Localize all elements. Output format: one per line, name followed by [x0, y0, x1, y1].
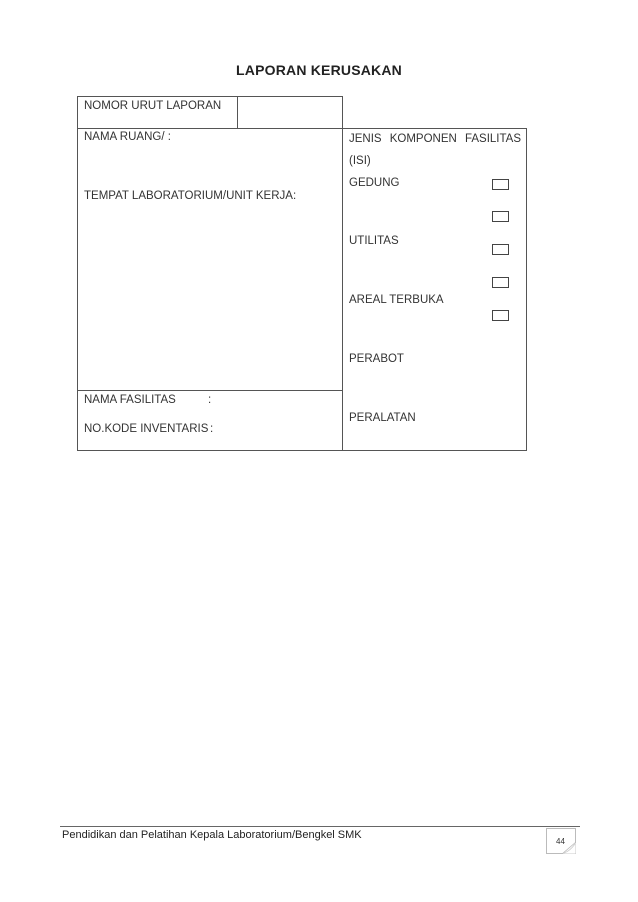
footer-divider [60, 826, 580, 827]
footer-text: Pendidikan dan Pelatihan Kepala Laboratorium/Bengkel SMK [62, 829, 362, 841]
form-bottom-border [77, 450, 527, 451]
nama-fasilitas-colon: : [208, 394, 212, 406]
page-number: 44 [556, 837, 565, 846]
nomor-urut-divider [237, 96, 238, 128]
jenis-item-utilitas: UTILITAS [349, 235, 399, 247]
kode-inventaris-colon: : [210, 423, 214, 435]
checkbox-4[interactable] [492, 277, 509, 288]
page-curl-icon [562, 842, 576, 854]
nama-fasilitas-label: NAMA FASILITAS [84, 394, 176, 406]
left-box-row1-border [77, 128, 342, 129]
jenis-heading [349, 128, 521, 172]
jenis-item-peralatan: PERALATAN [349, 412, 416, 424]
jenis-item-gedung: GEDUNG [349, 177, 400, 189]
checkbox-1[interactable] [492, 179, 509, 190]
jenis-heading-isi: (ISI) [349, 155, 371, 167]
nomor-urut-label: NOMOR URUT LAPORAN [84, 100, 222, 112]
tempat-label: TEMPAT LABORATORIUM/UNIT KERJA: [84, 190, 297, 202]
jenis-item-perabot: PERABOT [349, 353, 404, 365]
left-box-row2-border [77, 390, 342, 391]
jenis-heading-word-1: JENIS [349, 133, 382, 145]
checkbox-5[interactable] [492, 310, 509, 321]
kode-inventaris-label: NO.KODE INVENTARIS [84, 423, 209, 435]
right-box-right-border [526, 128, 527, 451]
nama-ruang-label: NAMA RUANG/ : [84, 131, 171, 143]
jenis-heading-word-2: KOMPONEN [389, 133, 457, 145]
jenis-item-areal-terbuka: AREAL TERBUKA [349, 294, 444, 306]
left-box-top-border [77, 96, 342, 97]
checkbox-3[interactable] [492, 244, 509, 255]
middle-divider [342, 96, 343, 451]
page-title: LAPORAN KERUSAKAN [236, 62, 402, 78]
checkbox-2[interactable] [492, 211, 509, 222]
left-box-left-border [77, 96, 78, 451]
jenis-heading-word-3: FASILITAS [464, 133, 521, 145]
